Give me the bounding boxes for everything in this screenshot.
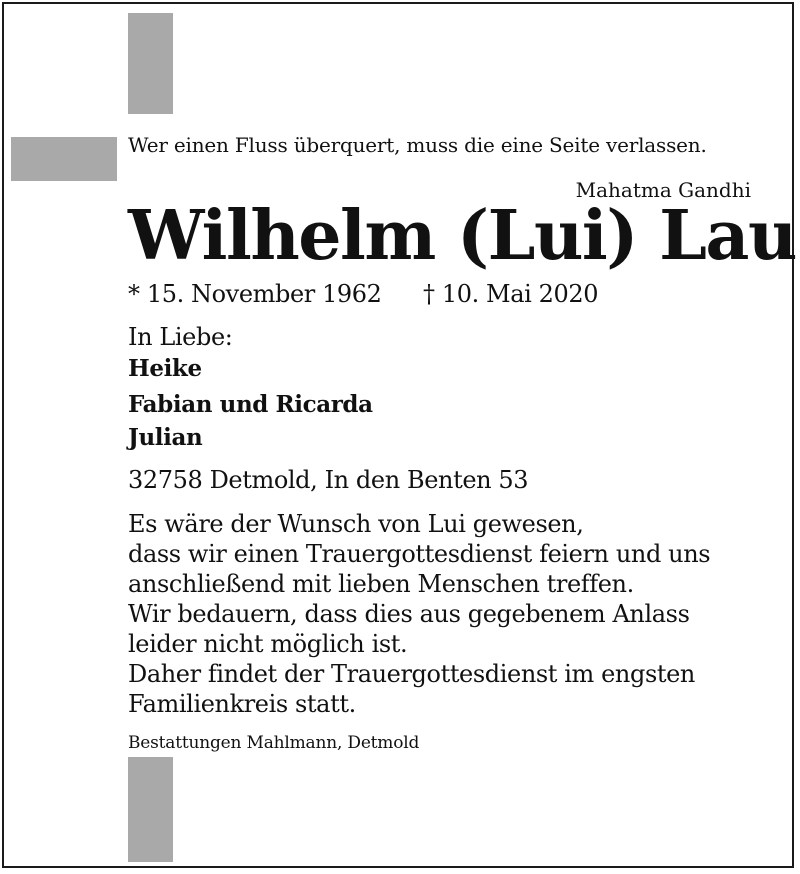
mourners-address: 32758 Detmold, In den Benten 53 [128,466,529,494]
mourners-intro: In Liebe: [128,323,233,351]
birth-date: * 15. November 1962 [128,280,382,308]
mourner-name: Julian [128,424,203,451]
cross-top-bar [128,13,173,114]
life-dates [128,280,599,308]
message-line: leider nicht möglich ist. [128,630,408,658]
quote-text: Wer einen Fluss überquert, muss die eine Seite verlassen. [128,133,707,157]
deceased-name: Wilhelm (Lui) Lau [128,196,796,276]
death-date: † 10. Mai 2020 [423,280,599,308]
funeral-message [128,509,710,719]
message-line: dass wir einen Trauergottesdienst feiern und uns [128,540,711,568]
message-line: anschließend mit lieben Menschen treffen. [128,570,634,598]
message-line: Wir bedauern, dass dies aus gegebenem Anlass [128,600,690,628]
cross-left-bar [11,137,117,181]
message-line: Daher findet der Trauergottesdienst im engsten [128,660,695,688]
quote-author: Mahatma Gandhi [575,178,751,202]
undertaker-credit: Bestattungen Mahlmann, Detmold [128,733,420,753]
mourner-name: Heike [128,355,202,382]
cross-bottom-bar [128,757,173,862]
message-line: Es wäre der Wunsch von Lui gewesen, [128,510,584,538]
message-line: Familienkreis statt. [128,690,356,718]
mourner-name: Fabian und Ricarda [128,391,373,418]
